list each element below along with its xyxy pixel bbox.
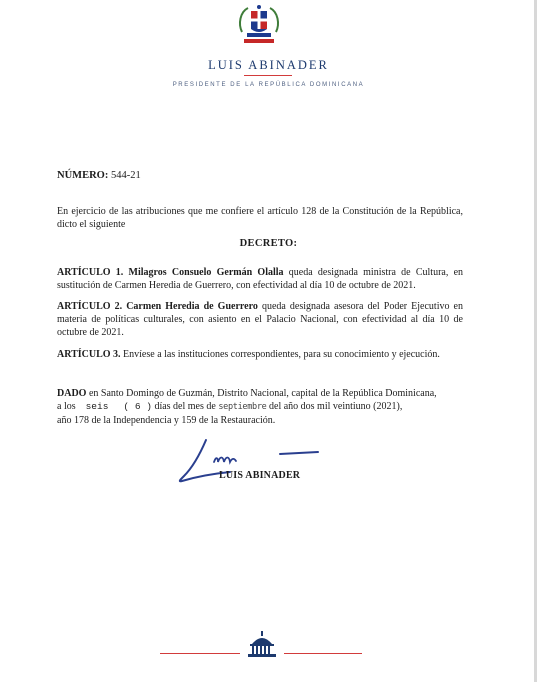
dado-line-1: en Santo Domingo de Guzmán, Distrito Nacional, capital de la República Dominicana, [88, 388, 437, 399]
article-3-label: ARTÍCULO 3. [57, 349, 121, 360]
decree-number-value: 544-21 [110, 170, 141, 181]
footer-divider-left [160, 653, 240, 654]
dado-year: del año dos mil veintiuno (2021), [269, 401, 403, 412]
dado-label: DADO [57, 388, 87, 399]
dado-paragraph [57, 387, 463, 427]
dado-a-los: a los [57, 401, 76, 412]
president-name: LUIS ABINADER [208, 58, 329, 72]
article-1-text: queda designada ministra de Cultura, en sustitución de Carmen Heredia de Guerrero, con efectividad al día 10 de octubre de 2021. [57, 267, 464, 291]
article-1 [57, 266, 463, 292]
header-divider [244, 75, 292, 76]
dado-line-3: año 178 de la Independencia y 159 de la Restauración. [57, 415, 276, 426]
handwritten-signature [170, 432, 330, 492]
footer-divider-right [284, 653, 362, 654]
coat-of-arms-icon [236, 2, 282, 46]
article-2-name: Carmen Heredia de Guerrero [126, 301, 258, 312]
dado-month: septiembre [218, 402, 267, 412]
intro-paragraph: En ejercicio de las atribuciones que me confiere el artículo 128 de la Constitución de la República, dicto el siguiente [57, 206, 463, 230]
national-palace-icon [244, 630, 280, 658]
decree-number [57, 170, 141, 181]
article-2 [57, 300, 463, 339]
dado-day-word: seis [85, 401, 109, 412]
decree-heading: DECRETO: [239, 238, 298, 249]
article-1-name: Milagros Consuelo Germán Olalla [128, 267, 284, 278]
article-2-text: queda designada asesora del Poder Ejecutivo en materia de políticas culturales, con asiento en el Palacio Nacional, con efectividad al día 10 de octubre de 2021. [57, 301, 463, 338]
article-3-text: Envíese a las instituciones correspondientes, para su conocimiento y ejecución. [123, 349, 440, 360]
dado-dias-del-mes: días del mes de [154, 401, 216, 412]
article-3 [57, 348, 463, 361]
president-title: PRESIDENTE DE LA REPÚBLICA DOMINICANA [172, 82, 365, 88]
decree-number-label: NÚMERO: [57, 170, 109, 181]
article-1-label: ARTÍCULO 1. [57, 267, 124, 278]
signer-name: LUIS ABINADER [219, 470, 301, 481]
dado-day-number: ( 6 ) [123, 401, 152, 412]
article-2-label: ARTÍCULO 2. [57, 301, 123, 312]
